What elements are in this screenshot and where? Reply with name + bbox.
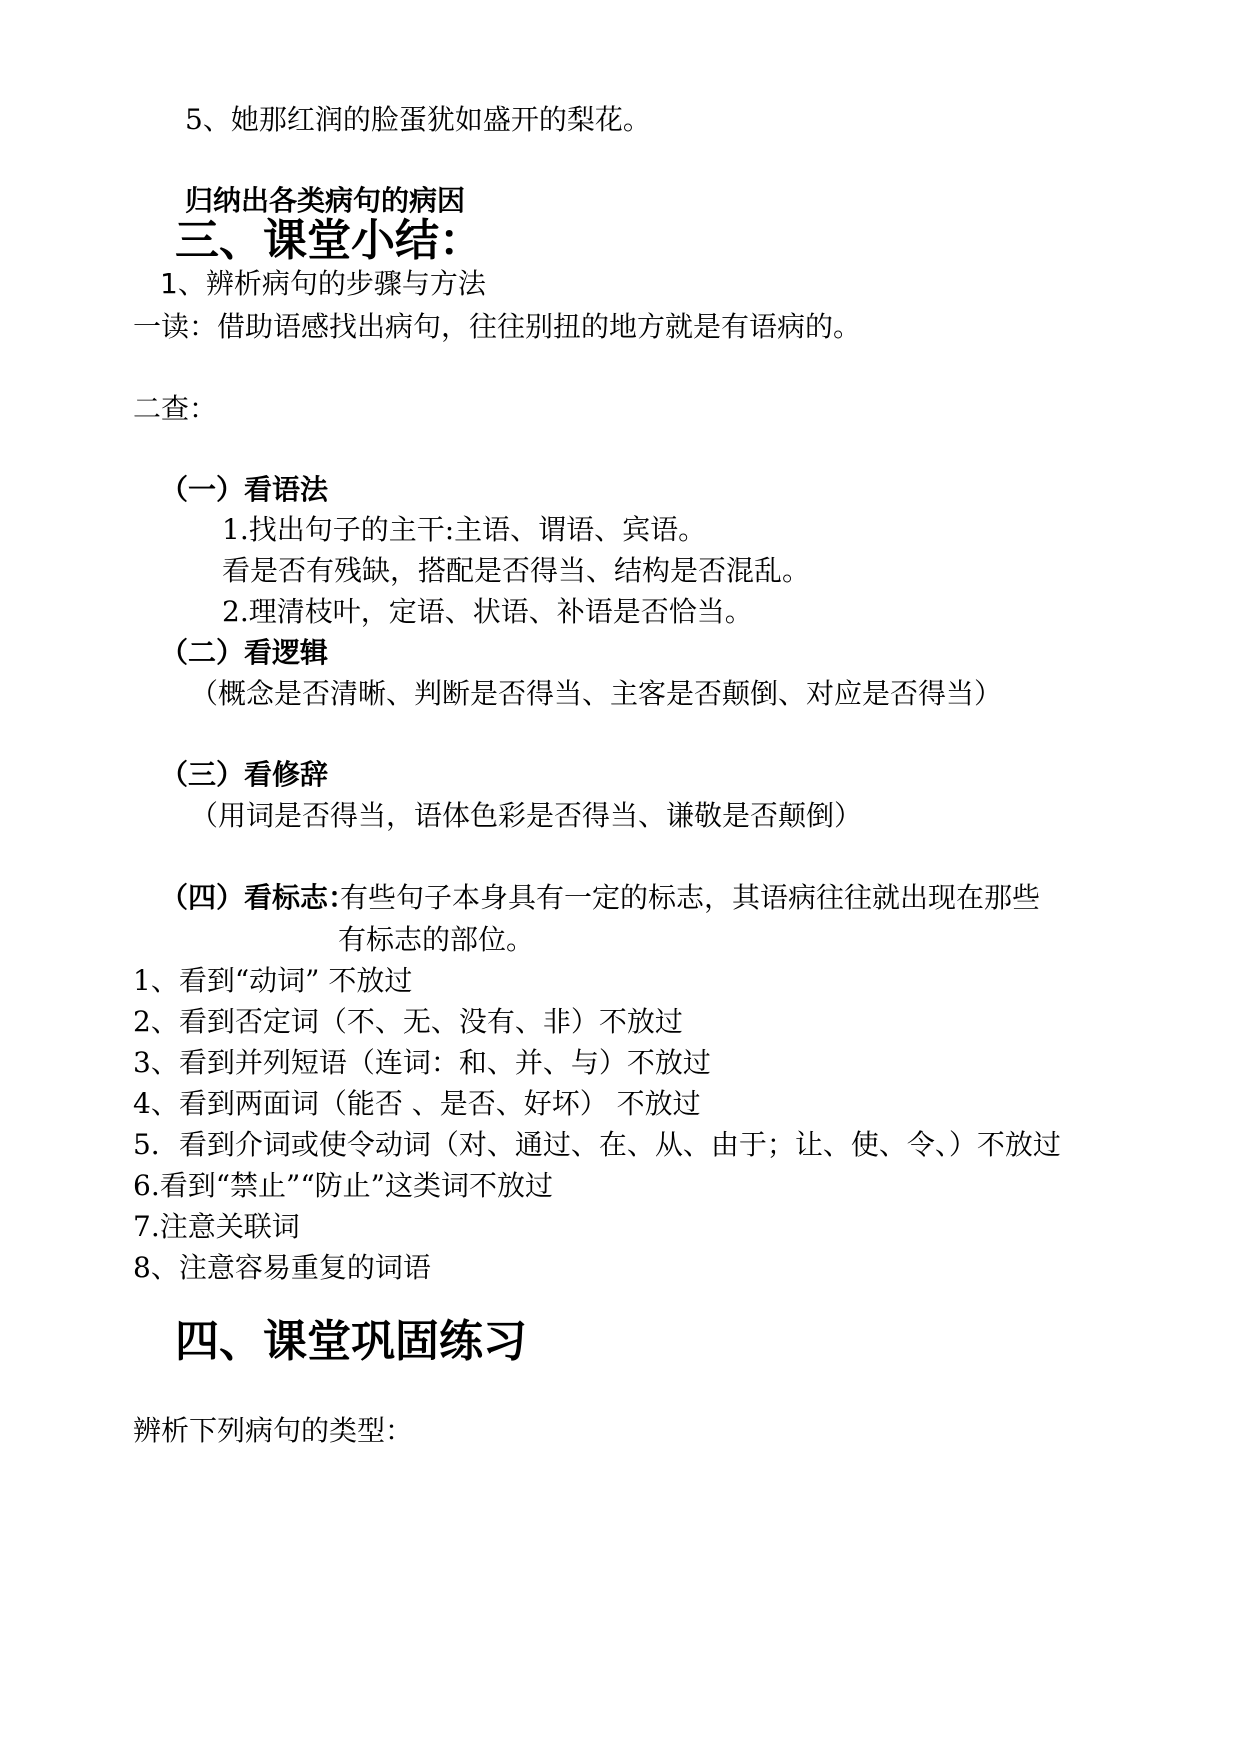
section-4-title: 四、课堂巩固练习 — [175, 1316, 527, 1367]
step-check: 二查： — [133, 392, 218, 425]
logic-heading: （二）看逻辑 — [160, 636, 329, 669]
tip-item: 1、看到“动词” 不放过 — [133, 964, 413, 997]
tip-item: 3、看到并列短语（连词：和、并、与）不放过 — [133, 1046, 711, 1079]
tip-item: 4、看到两面词（能否 、是否、好坏） 不放过 — [133, 1087, 701, 1120]
logic-detail: （概念是否清晰、判断是否得当、主客是否颠倒、对应是否得当） — [190, 677, 1003, 710]
section-3-title: 三、课堂小结： — [175, 215, 483, 266]
tip-item: 8、注意容易重复的词语 — [133, 1251, 431, 1284]
tip-item: 2、看到否定词（不、无、没有、非）不放过 — [133, 1005, 683, 1038]
summary-note: 归纳出各类病句的病因 — [185, 184, 466, 217]
markers-heading: （四）看标志： — [160, 881, 357, 914]
rhetoric-detail: （用词是否得当，语体色彩是否得当、谦敬是否颠倒） — [190, 799, 863, 832]
steps-title: 1、辨析病句的步骤与方法 — [160, 267, 486, 300]
step-read: 一读：借助语感找出病句，往往别扭的地方就是有语病的。 — [133, 310, 862, 343]
markers-detail-line-2: 有标志的部位。 — [338, 923, 535, 956]
tip-item: 6.看到“禁止”“防止”这类词不放过 — [133, 1169, 553, 1202]
grammar-item-1-detail: 看是否有残缺，搭配是否得当、结构是否混乱。 — [222, 554, 811, 587]
example-sentence-5: 5、她那红润的脸蛋犹如盛开的梨花。 — [185, 103, 651, 136]
tip-item: 7.注意关联词 — [133, 1210, 300, 1243]
exercise-prompt: 辨析下列病句的类型： — [133, 1414, 414, 1447]
rhetoric-heading: （三）看修辞 — [160, 758, 329, 791]
grammar-item-2: 2.理清枝叶，定语、状语、补语是否恰当。 — [222, 595, 753, 628]
tip-item: 5．看到介词或使令动词（对、通过、在、从、由于；让、使、令、）不放过 — [133, 1128, 1061, 1161]
grammar-item-1: 1.找出句子的主干:主语、谓语、宾语。 — [222, 513, 707, 546]
grammar-heading: （一）看语法 — [160, 473, 329, 506]
markers-detail-line-1: 有些句子本身具有一定的标志，其语病往往就出现在那些 — [340, 881, 1041, 914]
